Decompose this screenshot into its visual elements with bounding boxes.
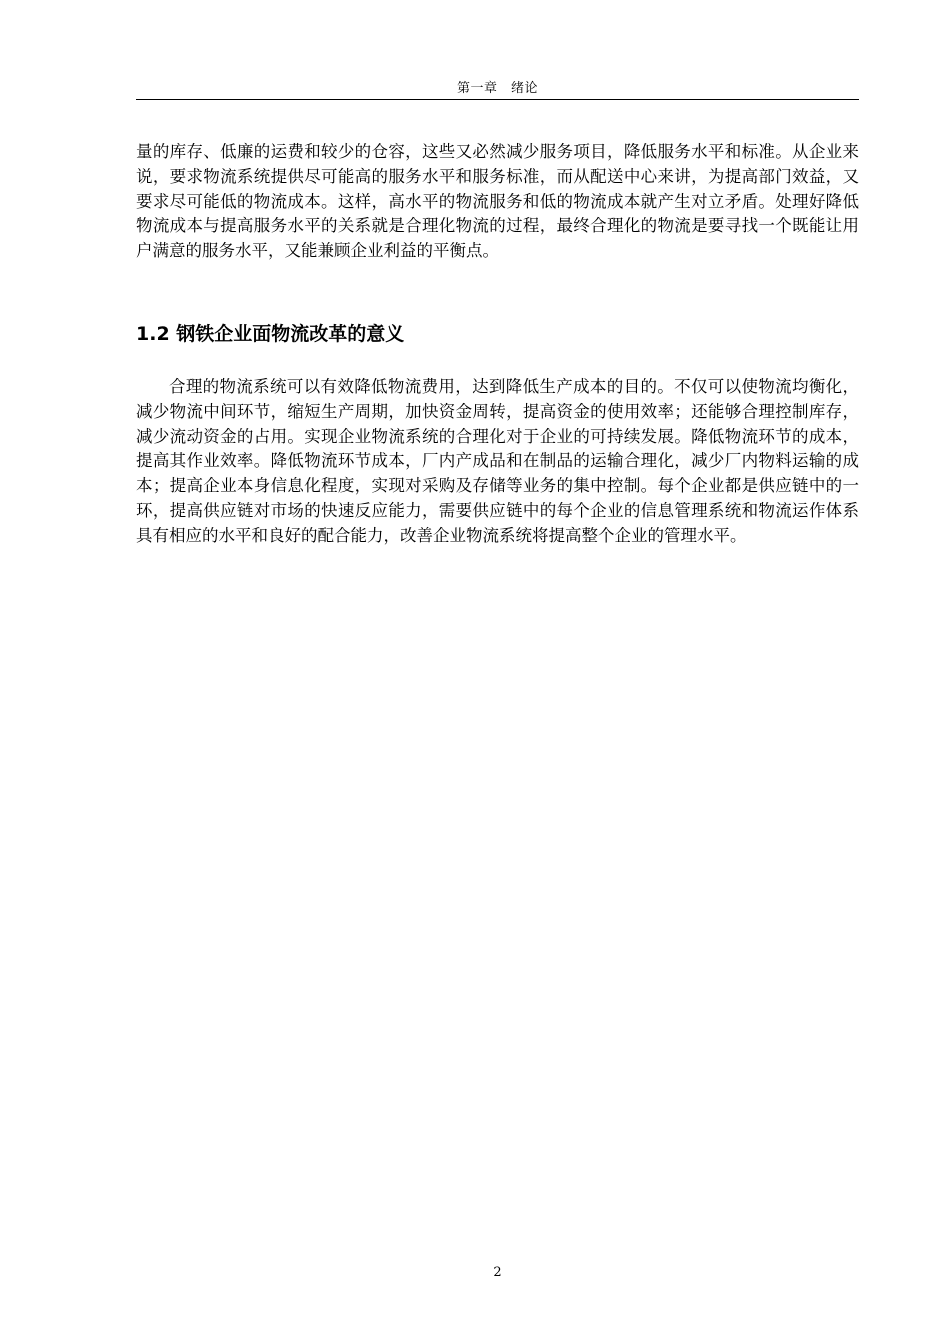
page-number: 2 — [493, 1265, 502, 1280]
body-paragraph-1: 量的库存、低廉的运费和较少的仓容，这些又必然减少服务项目，降低服务水平和标准。从企业来说，要求物流系统提供尽可能高的服务水平和服务标准，而从配送中心来讲，为提高部门效益，又要求尽可能低的物流成本。这样，高水平的物流服务和低的物流成本就产生对立矛盾。处理好降低物流成本与提高服务水平的关系就是合理化物流的过程，最终合理化的物流是要寻找一个既能让用户满意的服务水平，又能兼顾企业利益的平衡点。 — [136, 142, 859, 261]
section-heading: 1.2 钢铁企业面物流改革的意义 — [136, 323, 405, 345]
header-divider — [136, 99, 859, 100]
page-header: 第一章 绪论 — [456, 81, 538, 96]
body-paragraph-2: 合理的物流系统可以有效降低物流费用，达到降低生产成本的目的。不仅可以使物流均衡化，减少物流中间环节，缩短生产周期，加快资金周转，提高资金的使用效率；还能够合理控制库存，减少流动资金的占用。实现企业物流系统的合理化对于企业的可持续发展。降低物流环节的成本，提高其作业效率。降低物流环节成本，厂内产成品和在制品的运输合理化，减少厂内物料运输的成本；提高企业本身信息化程度，实现对采购及存储等业务的集中控制。每个企业都是供应链中的一环，提高供应链对市场的快速反应能力，需要供应链中的每个企业的信息管理系统和物流运作体系具有相应的水平和良好的配合能力，改善企业物流系统将提高整个企业的管理水平。 — [136, 377, 859, 545]
